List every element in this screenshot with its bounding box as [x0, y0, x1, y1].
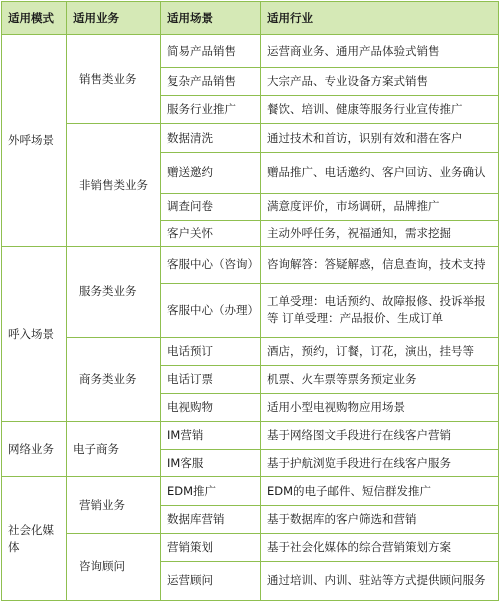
industry-cell: 餐饮、培训、健康等服务行业宣传推广	[261, 96, 499, 124]
industry-cell: EDM的电子邮件、短信群发推广	[261, 477, 499, 505]
industry-cell: 大宗产品、专业设备方案式销售	[261, 68, 499, 96]
industry-cell: 主动外呼任务，祝福通知，需求挖掘	[261, 220, 499, 246]
table-row	[2, 35, 499, 68]
scene-cell: IM营销	[161, 422, 261, 450]
scene-cell: 客服中心（办理）	[161, 283, 261, 337]
mode-cell: 外呼场景	[2, 35, 67, 247]
header-row	[2, 2, 499, 35]
scene-cell: 复杂产品销售	[161, 68, 261, 96]
scene-cell: 电视购物	[161, 394, 261, 422]
scene-cell: 服务行业推广	[161, 96, 261, 124]
business-cell: 商务类业务	[67, 338, 161, 422]
mode-cell: 社会化媒体	[2, 477, 67, 601]
scene-cell: 赠送邀约	[161, 153, 261, 193]
business-cell: 咨询顾问	[67, 533, 161, 600]
table-row	[2, 422, 499, 450]
scene-cell: 简易产品销售	[161, 35, 261, 68]
scene-cell: 电话订票	[161, 366, 261, 394]
scene-cell: 客服中心（咨询）	[161, 246, 261, 283]
industry-cell: 赠品推广、电话邀约、客户回访、业务确认	[261, 153, 499, 193]
industry-cell: 机票、火车票等票务预定业务	[261, 366, 499, 394]
scene-cell: 营销策划	[161, 533, 261, 561]
header-mode: 适用模式	[2, 2, 67, 35]
industry-cell: 通过技术和首访，识别有效和潜在客户	[261, 124, 499, 153]
table-row	[2, 246, 499, 283]
header-business: 适用业务	[67, 2, 161, 35]
scene-cell: IM客服	[161, 450, 261, 477]
table-row	[2, 338, 499, 366]
industry-cell: 基于数据库的客户筛选和营销	[261, 505, 499, 533]
header-scene: 适用场景	[161, 2, 261, 35]
scene-cell: EDM推广	[161, 477, 261, 505]
business-cell: 电子商务	[67, 422, 161, 477]
business-cell: 非销售类业务	[67, 124, 161, 246]
business-cell: 营销业务	[67, 477, 161, 533]
header-industry: 适用行业	[261, 2, 499, 35]
industry-cell: 基于网络图文手段进行在线客户营销	[261, 422, 499, 450]
scene-cell: 调查问卷	[161, 193, 261, 220]
industry-cell: 适用小型电视购物应用场景	[261, 394, 499, 422]
scene-cell: 运营顾问	[161, 561, 261, 600]
table-row	[2, 124, 499, 153]
business-cell: 销售类业务	[67, 35, 161, 124]
industry-cell: 满意度评价，市场调研，品牌推广	[261, 193, 499, 220]
table-row	[2, 477, 499, 505]
industry-cell: 基于社会化媒体的综合营销策划方案	[261, 533, 499, 561]
business-cell: 服务类业务	[67, 246, 161, 337]
table-row	[2, 533, 499, 561]
industry-cell: 咨询解答：答疑解惑，信息查询，技术支持	[261, 246, 499, 283]
industry-cell: 基于护航浏览手段进行在线客户服务	[261, 450, 499, 477]
scene-cell: 数据清洗	[161, 124, 261, 153]
mode-cell: 呼入场景	[2, 246, 67, 422]
scene-cell: 数据库营销	[161, 505, 261, 533]
scene-cell: 电话预订	[161, 338, 261, 366]
industry-cell: 通过培训、内训、驻站等方式提供顾问服务	[261, 561, 499, 600]
mode-cell: 网络业务	[2, 422, 67, 477]
service-table	[1, 1, 499, 601]
scene-cell: 客户关怀	[161, 220, 261, 246]
industry-cell: 运营商业务、通用产品体验式销售	[261, 35, 499, 68]
industry-cell: 工单受理：电话预约、故障报修、投诉举报等 订单受理：产品报价、生成订单	[261, 283, 499, 337]
industry-cell: 酒店，预约，订餐，订花，演出，挂号等	[261, 338, 499, 366]
